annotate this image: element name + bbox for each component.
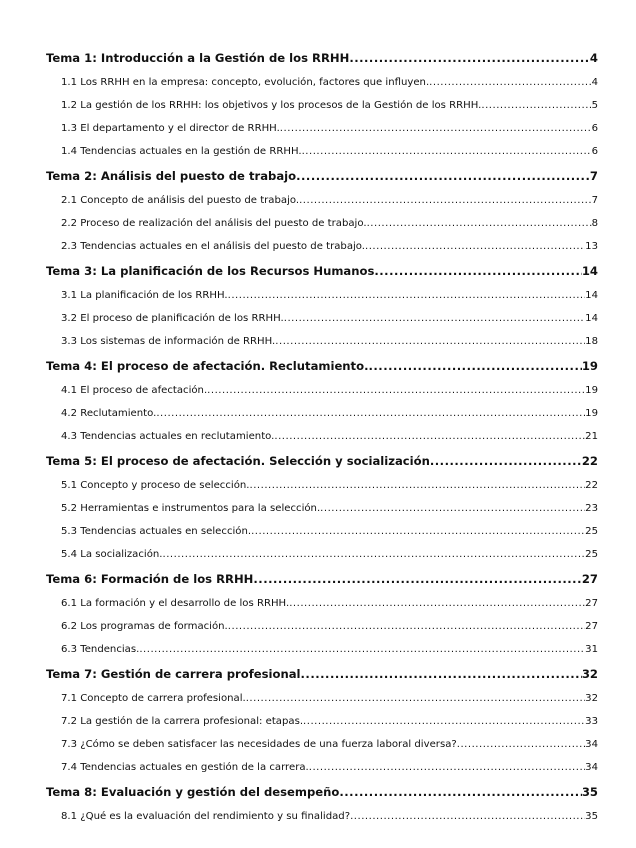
section-title: 1.1 Los RRHH en la empresa: concepto, evolución, factores que influyen. [61, 77, 430, 88]
section-title: 2.1 Concepto de análisis del puesto de trabajo. [61, 195, 300, 206]
toc-section-5-1[interactable] [46, 474, 598, 497]
dot-leader [253, 566, 581, 592]
section-page-number: 18 [585, 336, 598, 347]
toc-chapter-3[interactable] [46, 258, 598, 284]
chapter-title: Tema 5: El proceso de afectación. Selección y socialización [46, 454, 430, 468]
chapter-page-number: 22 [581, 454, 598, 468]
chapter-page-number: 19 [581, 359, 598, 373]
chapter-title: Tema 1: Introducción a la Gestión de los RRHH [46, 51, 350, 65]
toc-chapter-7[interactable] [46, 661, 598, 687]
chapter-page-number: 32 [581, 667, 598, 681]
section-page-number: 23 [585, 503, 598, 514]
toc-section-1-4[interactable] [46, 140, 598, 163]
dot-leader [249, 474, 585, 497]
dot-leader [339, 779, 582, 805]
toc-section-2-2[interactable] [46, 212, 598, 235]
dot-leader [430, 448, 582, 474]
toc-chapter-4[interactable] [46, 353, 598, 379]
chapter-title: Tema 3: La planificación de los Recursos Humanos [46, 264, 375, 278]
section-page-number: 34 [585, 739, 598, 750]
dot-leader [320, 497, 585, 520]
chapter-title: Tema 8: Evaluación y gestión del desempeño [46, 785, 340, 799]
toc-section-2-1[interactable] [46, 189, 598, 212]
toc-section-3-2[interactable] [46, 307, 598, 330]
section-page-number: 7 [591, 195, 598, 206]
dot-leader [156, 402, 585, 425]
toc-section-1-2[interactable] [46, 94, 598, 117]
chapter-title: Tema 6: Formación de los RRHH [46, 572, 254, 586]
dot-leader [367, 212, 592, 235]
toc-chapter-5[interactable] [46, 448, 598, 474]
section-page-number: 14 [585, 290, 598, 301]
section-page-number: 27 [585, 621, 598, 632]
toc-section-4-2[interactable] [46, 402, 598, 425]
dot-leader [251, 520, 585, 543]
section-title: 6.2 Los programas de formación. [61, 621, 228, 632]
section-page-number: 14 [585, 313, 598, 324]
chapter-page-number: 27 [581, 572, 598, 586]
section-page-number: 25 [585, 549, 598, 560]
section-page-number: 32 [585, 693, 598, 704]
dot-leader [303, 710, 585, 733]
toc-section-5-3[interactable] [46, 520, 598, 543]
table-of-contents [46, 45, 598, 828]
toc-section-3-1[interactable] [46, 284, 598, 307]
section-page-number: 33 [585, 716, 598, 727]
toc-section-1-3[interactable] [46, 117, 598, 140]
section-title: 7.2 La gestión de la carrera profesional: etapas. [61, 716, 304, 727]
toc-section-7-2[interactable] [46, 710, 598, 733]
dot-leader [481, 94, 591, 117]
toc-section-4-1[interactable] [46, 379, 598, 402]
section-title: 3.3 Los sistemas de información de RRHH. [61, 336, 276, 347]
toc-section-1-1[interactable] [46, 71, 598, 94]
dot-leader [228, 615, 585, 638]
chapter-title: Tema 7: Gestión de carrera profesional [46, 667, 301, 681]
section-title: 5.4 La socialización. [61, 549, 163, 560]
toc-section-5-4[interactable] [46, 543, 598, 566]
section-title: 6.3 Tendencias. [61, 644, 140, 655]
section-page-number: 5 [591, 100, 598, 111]
section-title: 2.3 Tendencias actuales en el análisis del puesto de trabajo. [61, 241, 366, 252]
dot-leader [162, 543, 585, 566]
section-title: 7.1 Concepto de carrera profesional. [61, 693, 246, 704]
chapter-page-number: 4 [589, 51, 598, 65]
section-title: 3.1 La planificación de los RRHH. [61, 290, 228, 301]
section-title: 1.3 El departamento y el director de RRHH. [61, 123, 280, 134]
toc-section-4-3[interactable] [46, 425, 598, 448]
toc-section-5-2[interactable] [46, 497, 598, 520]
dot-leader [429, 71, 591, 94]
dot-leader [299, 189, 591, 212]
dot-leader [350, 805, 585, 828]
chapter-title: Tema 2: Análisis del puesto de trabajo [46, 169, 297, 183]
toc-chapter-2[interactable] [46, 163, 598, 189]
dot-leader [301, 661, 582, 687]
dot-leader [296, 163, 590, 189]
dot-leader [228, 284, 586, 307]
section-page-number: 25 [585, 526, 598, 537]
section-page-number: 13 [585, 241, 598, 252]
toc-section-3-3[interactable] [46, 330, 598, 353]
toc-section-6-3[interactable] [46, 638, 598, 661]
toc-chapter-6[interactable] [46, 566, 598, 592]
dot-leader [284, 307, 585, 330]
section-page-number: 31 [585, 644, 598, 655]
section-title: 6.1 La formación y el desarrollo de los RRHH. [61, 598, 290, 609]
chapter-page-number: 14 [581, 264, 598, 278]
chapter-title: Tema 4: El proceso de afectación. Reclutamiento. [46, 359, 369, 373]
dot-leader [365, 235, 585, 258]
section-title: 4.1 El proceso de afectación. [61, 385, 208, 396]
section-page-number: 8 [591, 218, 598, 229]
toc-section-6-2[interactable] [46, 615, 598, 638]
section-title: 4.2 Reclutamiento. [61, 408, 157, 419]
section-page-number: 19 [585, 385, 598, 396]
section-page-number: 22 [585, 480, 598, 491]
toc-section-7-4[interactable] [46, 756, 598, 779]
dot-leader [274, 425, 585, 448]
toc-chapter-8[interactable] [46, 779, 598, 805]
dot-leader [139, 638, 585, 661]
section-title: 1.4 Tendencias actuales en la gestión de RRHH. [61, 146, 302, 157]
section-page-number: 6 [591, 146, 598, 157]
section-title: 7.4 Tendencias actuales en gestión de la carrera. [61, 762, 309, 773]
section-page-number: 27 [585, 598, 598, 609]
chapter-page-number: 35 [581, 785, 598, 799]
section-title: 5.1 Concepto y proceso de selección. [61, 480, 250, 491]
toc-section-8-1[interactable] [46, 805, 598, 828]
toc-section-7-3[interactable] [46, 733, 598, 756]
section-page-number: 21 [585, 431, 598, 442]
toc-chapter-1[interactable] [46, 45, 598, 71]
dot-leader [302, 140, 592, 163]
chapter-page-number: 7 [589, 169, 598, 183]
section-title: 2.2 Proceso de realización del análisis del puesto de trabajo. [61, 218, 367, 229]
toc-section-7-1[interactable] [46, 687, 598, 710]
section-page-number: 6 [591, 123, 598, 134]
dot-leader [457, 733, 585, 756]
toc-section-2-3[interactable] [46, 235, 598, 258]
section-page-number: 34 [585, 762, 598, 773]
dot-leader [349, 45, 590, 71]
dot-leader [280, 117, 592, 140]
dot-leader [289, 592, 585, 615]
section-title: 8.1 ¿Qué es la evaluación del rendimiento y su finalidad? [61, 811, 351, 822]
section-title: 7.3 ¿Cómo se deben satisfacer las necesidades de una fuerza laboral diversa? [61, 739, 457, 750]
section-page-number: 4 [591, 77, 598, 88]
toc-section-6-1[interactable] [46, 592, 598, 615]
dot-leader [309, 756, 585, 779]
dot-leader [207, 379, 585, 402]
dot-leader [374, 258, 581, 284]
section-title: 5.3 Tendencias actuales en selección. [61, 526, 252, 537]
section-page-number: 35 [585, 811, 598, 822]
section-page-number: 19 [585, 408, 598, 419]
dot-leader [368, 353, 581, 379]
dot-leader [246, 687, 585, 710]
section-title: 4.3 Tendencias actuales en reclutamiento. [61, 431, 275, 442]
section-title: 3.2 El proceso de planificación de los RRHH. [61, 313, 284, 324]
section-title: 5.2 Herramientas e instrumentos para la selección. [61, 503, 321, 514]
section-title: 1.2 La gestión de los RRHH: los objetivos y los procesos de la Gestión de los RRHH. [61, 100, 482, 111]
dot-leader [275, 330, 585, 353]
